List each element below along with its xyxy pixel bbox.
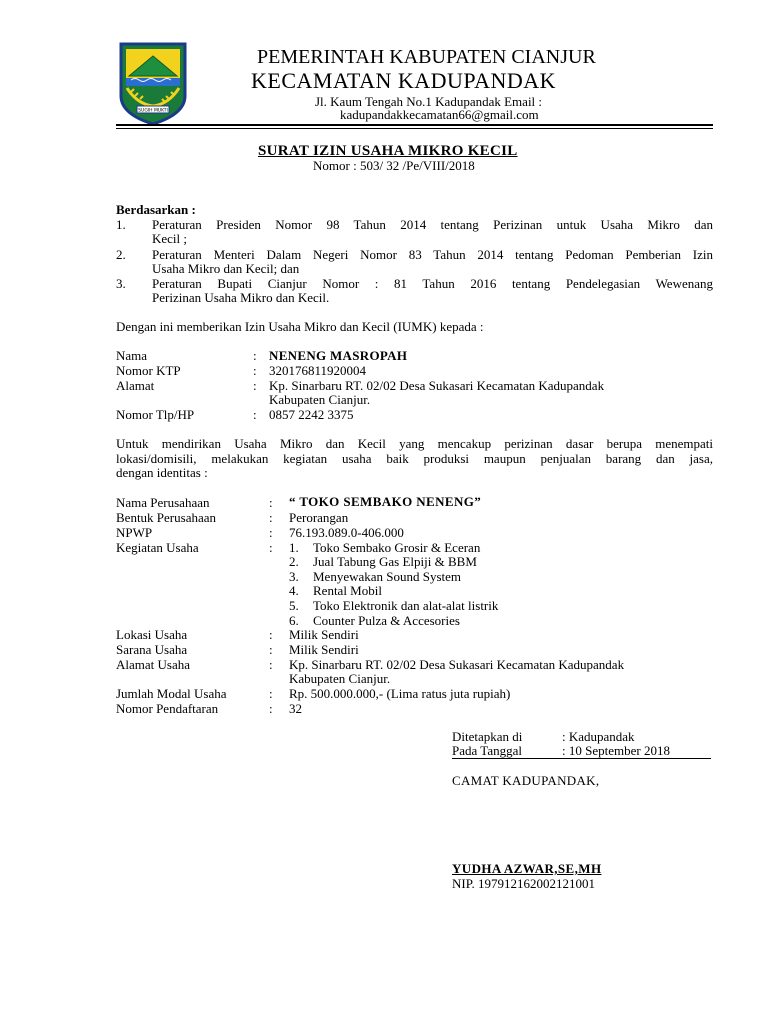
business-address-line1: Kp. Sinarbaru RT. 02/02 Desa Sukasari Kecamatan Kadupandak: [289, 657, 625, 672]
npwp-value: 76.193.089.0-406.000: [289, 525, 404, 540]
letterhead-thin-rule: [116, 128, 713, 129]
business-location-value: Milik Sendiri: [289, 627, 359, 642]
document-title: SURAT IZIN USAHA MIKRO KECIL: [258, 143, 518, 159]
letterhead-thick-rule: [116, 124, 713, 126]
capital-value: Rp. 500.000.000,- (Lima ratus juta rupiah): [289, 686, 511, 701]
signatory-position: CAMAT KADUPANDAK,: [452, 773, 600, 788]
business-facility-colon: :: [269, 642, 273, 657]
applicant-ktp-label: Nomor KTP: [116, 363, 181, 378]
business-location-colon: :: [269, 627, 273, 642]
applicant-ktp-colon: :: [253, 363, 257, 378]
activity-number: 5.: [289, 598, 299, 613]
npwp-colon: :: [269, 525, 273, 540]
letterhead-email: kadupandakkecamatan66@gmail.com: [340, 107, 539, 122]
company-name-colon: :: [269, 495, 273, 510]
business-activity-colon: :: [269, 540, 273, 555]
company-type-value: Perorangan: [289, 510, 349, 525]
legal-basis-2-line1: Peraturan Menteri Dalam Negeri Nomor 83 Tahun 2014 tentang Pedoman Pemberian Izin: [152, 247, 713, 262]
issued-at-value: : Kadupandak: [562, 729, 635, 744]
applicant-address-line2: Kabupaten Cianjur.: [269, 392, 371, 407]
legal-basis-3-line1: Peraturan Bupati Cianjur Nomor : 81 Tahun 2016 tentang Pendelegasian Wewenang: [152, 276, 713, 291]
legal-basis-1-line2: Kecil ;: [152, 231, 188, 246]
applicant-phone-label: Nomor Tlp/HP: [116, 407, 195, 422]
company-type-colon: :: [269, 510, 273, 525]
issued-date-value: : 10 September 2018: [562, 743, 670, 758]
capital-colon: :: [269, 686, 273, 701]
activity-item: Toko Sembako Grosir & Eceran: [313, 540, 481, 555]
business-address-line2: Kabupaten Cianjur.: [289, 671, 391, 686]
legal-basis-heading: Berdasarkan :: [116, 202, 196, 217]
document-number: Nomor : 503/ 32 /Pe/VIII/2018: [313, 158, 475, 173]
applicant-ktp-value: 320176811920004: [269, 363, 367, 378]
npwp-label: NPWP: [116, 525, 153, 540]
legal-basis-3-line2: Perizinan Usaha Mikro dan Kecil.: [152, 290, 330, 305]
company-name-value: “ TOKO SEMBAKO NENENG”: [289, 494, 482, 509]
scope-paragraph-line1: Untuk mendirikan Usaha Mikro dan Kecil yang mencakup perizinan dasar berupa menempati: [116, 436, 713, 451]
cianjur-regency-emblem: [117, 40, 189, 126]
company-name-label: Nama Perusahaan: [116, 495, 210, 510]
issued-date-label: Pada Tanggal: [452, 743, 522, 758]
business-address-label: Alamat Usaha: [116, 657, 191, 672]
letterhead-address: Jl. Kaum Tengah No.1 Kadupandak Email :: [315, 94, 543, 109]
business-address-colon: :: [269, 657, 273, 672]
signature-divider: [452, 758, 711, 759]
activity-number: 3.: [289, 569, 299, 584]
business-location-label: Lokasi Usaha: [116, 627, 188, 642]
issued-at-label: Ditetapkan di: [452, 729, 523, 744]
registration-number-value: 32: [289, 701, 302, 716]
company-type-label: Bentuk Perusahaan: [116, 510, 217, 525]
legal-basis-1-line1: Peraturan Presiden Nomor 98 Tahun 2014 tentang Perizinan untuk Usaha Mikro dan: [152, 217, 713, 232]
legal-basis-number-3: 3.: [116, 276, 126, 291]
applicant-address-line1: Kp. Sinarbaru RT. 02/02 Desa Sukasari Kecamatan Kadupandak: [269, 378, 605, 393]
letterhead-government: PEMERINTAH KABUPATEN CIANJUR: [257, 46, 596, 68]
applicant-name-label: Nama: [116, 348, 148, 363]
activity-number: 4.: [289, 583, 299, 598]
activity-number: 6.: [289, 613, 299, 628]
legal-basis-number-2: 2.: [116, 247, 126, 262]
activity-number: 2.: [289, 554, 299, 569]
activity-item: Jual Tabung Gas Elpiji & BBM: [313, 554, 477, 569]
signatory-name: YUDHA AZWAR,SE,MH: [452, 861, 602, 876]
business-activity-label: Kegiatan Usaha: [116, 540, 199, 555]
activity-item: Rental Mobil: [313, 583, 382, 598]
scope-paragraph-line2: lokasi/domisili, melakukan kegiatan usaha baik produksi maupun penjualan barang dan jasa,: [116, 451, 713, 466]
legal-basis-number-1: 1.: [116, 217, 126, 232]
applicant-name-colon: :: [253, 348, 257, 363]
scope-paragraph-line3: dengan identitas :: [116, 465, 208, 480]
business-facility-value: Milik Sendiri: [289, 642, 359, 657]
letterhead-district: KECAMATAN KADUPANDAK: [251, 68, 557, 93]
applicant-name-value: NENENG MASROPAH: [269, 348, 408, 363]
legal-basis-2-line2: Usaha Mikro dan Kecil; dan: [152, 261, 300, 276]
applicant-phone-colon: :: [253, 407, 257, 422]
applicant-address-label: Alamat: [116, 378, 155, 393]
applicant-phone-value: 0857 2242 3375: [269, 407, 354, 422]
business-facility-label: Sarana Usaha: [116, 642, 188, 657]
signatory-nip: NIP. 197912162002121001: [452, 876, 596, 891]
registration-number-colon: :: [269, 701, 273, 716]
applicant-address-colon: :: [253, 378, 257, 393]
capital-label: Jumlah Modal Usaha: [116, 686, 227, 701]
activity-number: 1.: [289, 540, 299, 555]
activity-item: Menyewakan Sound System: [313, 569, 462, 584]
emblem-ribbon-text: SUGIH MUKTI: [138, 108, 168, 114]
registration-number-label: Nomor Pendaftaran: [116, 701, 219, 716]
activity-item: Toko Elektronik dan alat-alat listrik: [313, 598, 499, 613]
grant-intro: Dengan ini memberikan Izin Usaha Mikro dan Kecil (IUMK) kepada :: [116, 319, 484, 334]
activity-item: Counter Pulza & Accesories: [313, 613, 460, 628]
